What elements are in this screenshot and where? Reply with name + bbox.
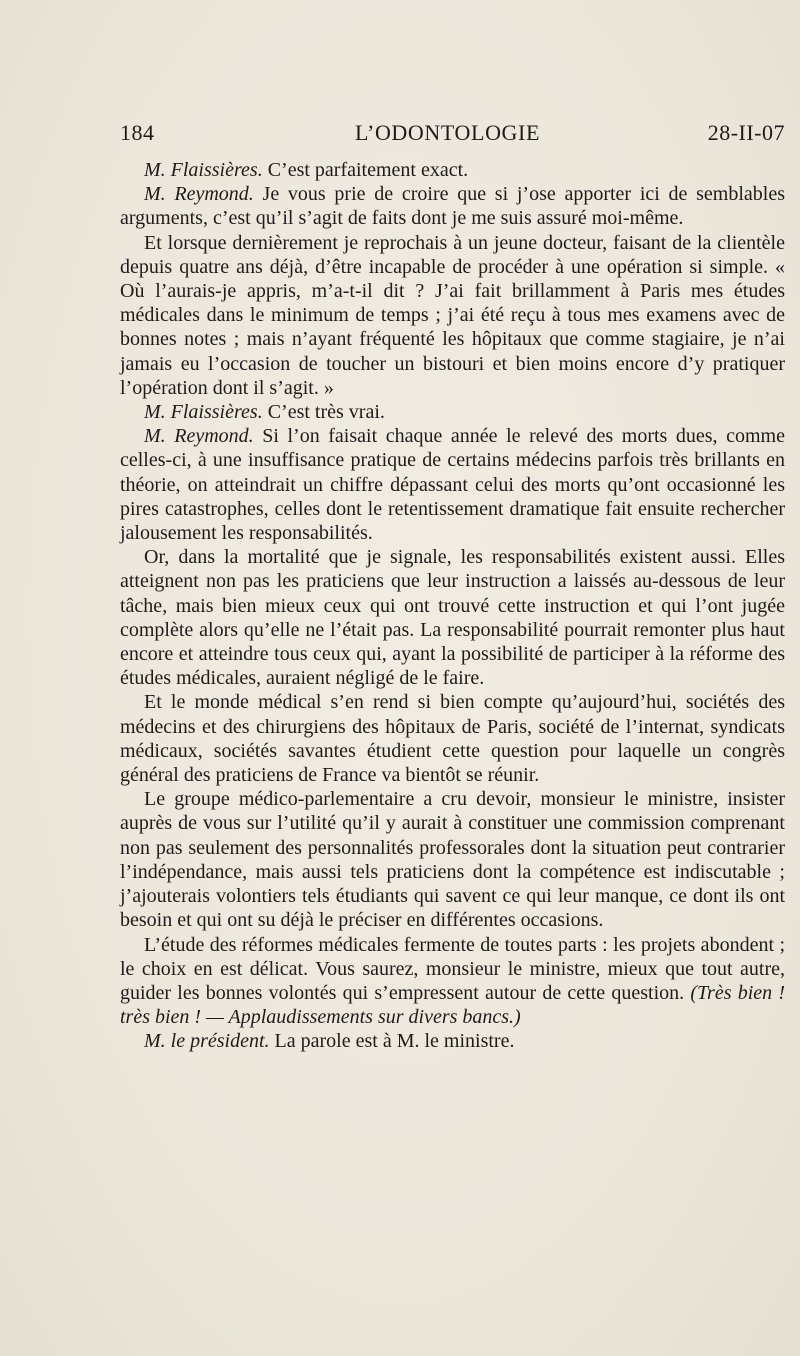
speaker-name: M. Flaissières. [144, 159, 263, 181]
speaker-name: M. Reymond. [144, 183, 254, 206]
paragraph [120, 690, 785, 787]
journal-title: L’ODONTOLOGIE [355, 120, 541, 145]
paragraph [120, 158, 785, 182]
paragraph-text: L’étude des réformes médicales fermente de toutes parts : les projets abondent ; le choix en est délicat. Vous saurez, monsieur le ministre, mieux que tout autre, guider les bonnes volontés qui s’empressent autour de cette question. [120, 933, 785, 1004]
paragraph-text: Si l’on faisait chaque année le relevé des morts dues, comme celles-ci, à une insuffisance pratique de certains médecins parfois très brillants en théorie, on atteindrait un chiffre dépassant celui des morts qu’ont occasionné les pires catastrophes, celles dont le retentissement dramatique fait ensuite rechercher jalousement les responsabilités. [120, 425, 785, 545]
paragraph [120, 400, 785, 424]
paragraph-text: Je vous prie de croire que si j’ose apporter ici de semblables arguments, c’est qu’il s’agit de faits dont je me suis assuré moi-même. [120, 183, 785, 230]
paragraph [120, 231, 785, 400]
speaker-name: M. le président. [144, 1030, 270, 1053]
paragraph-text: La parole est à M. le ministre. [269, 1030, 515, 1053]
paragraph-text: C’est très vrai. [262, 401, 385, 424]
issue-date: 28-II-07 [707, 120, 785, 145]
page-number: 184 [120, 120, 155, 145]
applause-note: (Très bien ! très bien ! — Applaudissements sur divers bancs.) [120, 981, 786, 1029]
paragraph [120, 787, 785, 932]
body-text [120, 158, 785, 1054]
paragraph-text: Le groupe médico-parlementaire a cru devoir, monsieur le ministre, insister auprès de vous sur l’utilité qu’il y aurait à constituer une commission comprenant non pas seulement des personnalités professorales dont la situation peut contrarier l’indépendance, mais aussi tels praticiens dont la compétence est indiscutable ; j’ajouterais volontiers tels étudiants qui savent ce qui leur manque, ce dont ils ont besoin et qui ont su déjà le préciser en différentes occasions. [120, 788, 785, 932]
paragraph-text: Or, dans la mortalité que je signale, les responsabilités existent aussi. Elles atteignent non pas les praticiens que leur instruction a laissés au-dessous de leur tâche, mais bien mieux ceux qui ont trouvé cette instruction et qui l’ont jugée complète alors qu’elle ne l’était pas. La responsabilité pourrait remonter plus haut encore et atteindre tous ceux qui, ayant la possibilité de participer à la réforme des études médicales, auraient négligé de le faire. [120, 546, 785, 690]
paragraph [120, 182, 785, 230]
paragraph [120, 1029, 785, 1053]
paragraph [120, 424, 785, 545]
speaker-name: M. Reymond. [144, 425, 254, 448]
paragraph [120, 545, 785, 690]
paragraph-text: C’est parfaitement exact. [262, 159, 469, 181]
running-header [120, 120, 785, 150]
paragraph-text: Et lorsque dernièrement je reprochais à un jeune docteur, faisant de la clientèle depuis quatre ans déjà, d’être incapable de procéder à une opération si simple. « Où l’aurais-je appris, m’a-t-il dit ? J’ai fait brillamment à Paris mes études médicales dans le minimum de temps ; j’ai été reçu à tous mes examens avec de bonnes notes ; mais n’ayant fréquenté les hôpitaux que comme stagiaire, je n’ai jamais eu l’occasion de toucher un bistouri et bien moins encore d’y pratiquer l’opération dont il s’agit. » [120, 231, 785, 399]
paragraph [120, 933, 785, 1030]
paragraph-text: Et le monde médical s’en rend si bien compte qu’aujourd’hui, sociétés des médecins et des chirurgiens des hôpitaux de Paris, société de l’internat, syndicats médicaux, sociétés savantes étudient cette question pour laquelle un congrès général des praticiens de France va bientôt se réunir. [120, 691, 785, 787]
speaker-name: M. Flaissières. [144, 401, 263, 424]
